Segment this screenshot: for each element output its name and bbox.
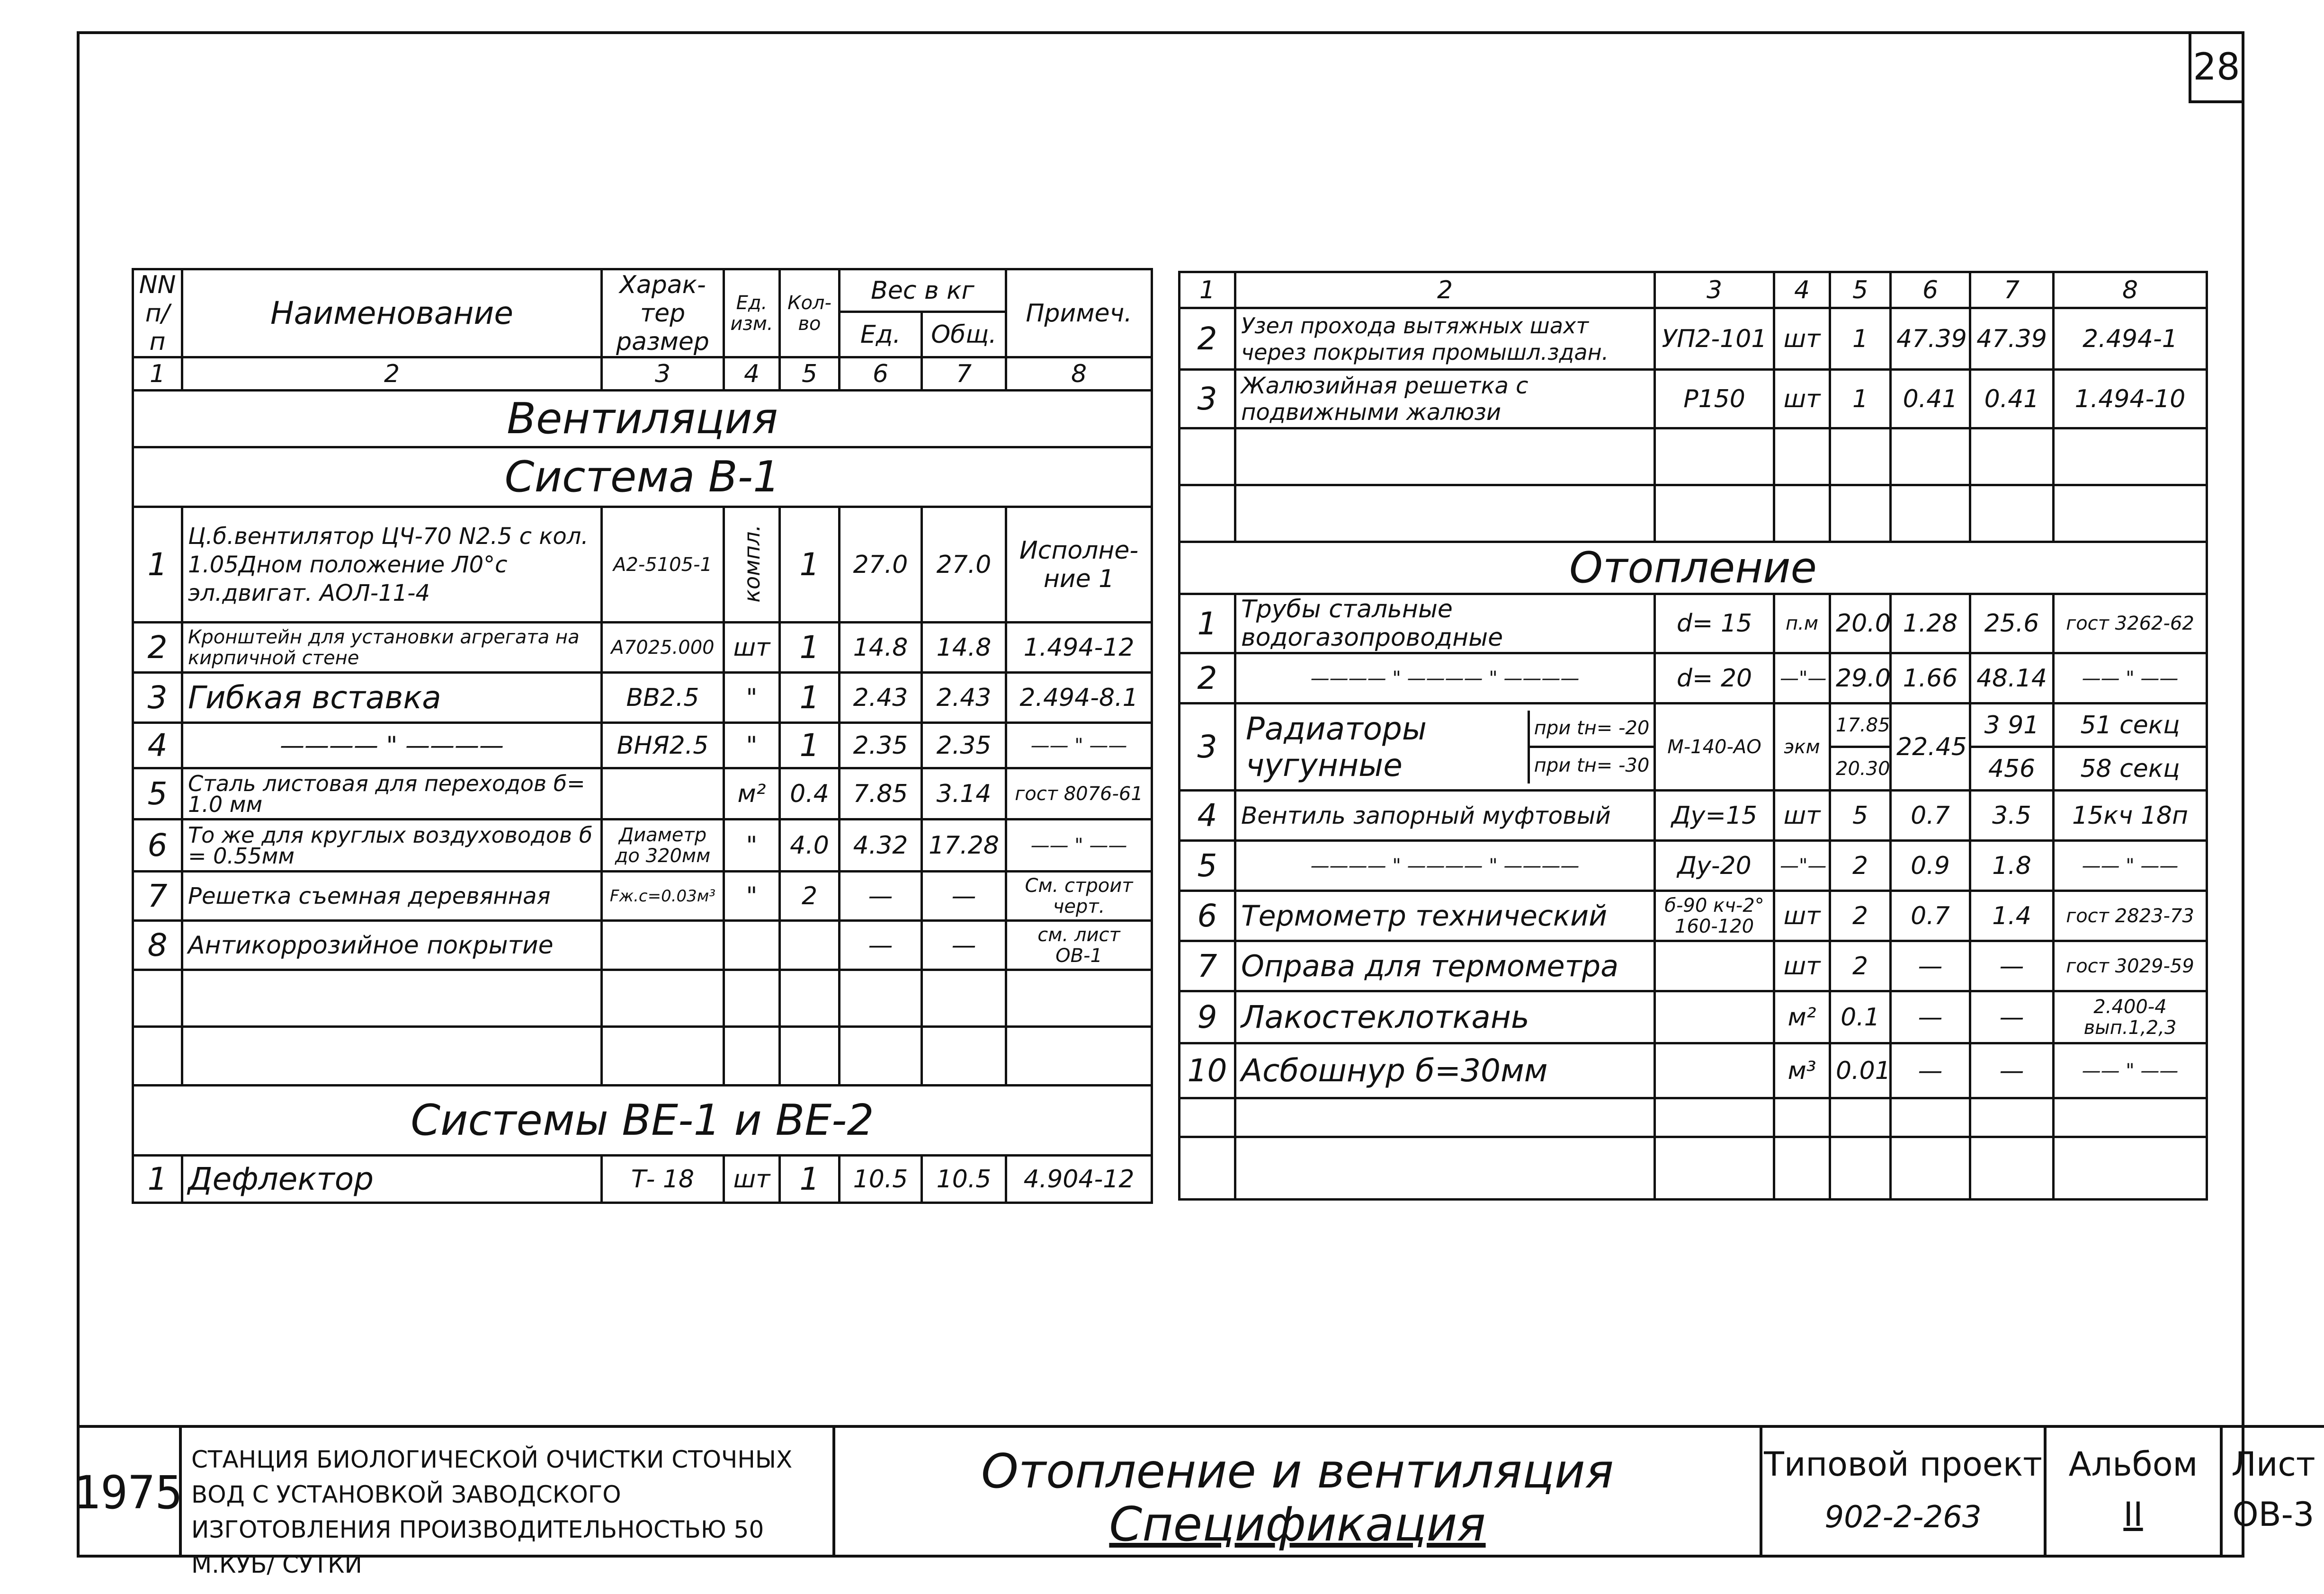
col-number: 4 <box>1774 272 1830 308</box>
empty-row <box>1180 1137 2207 1200</box>
row-name: Решетка съемная деревянная <box>182 872 602 921</box>
col-number: 3 <box>1655 272 1774 308</box>
row-w2: 27.0 <box>922 507 1006 623</box>
row-num: 5 <box>133 768 182 819</box>
header-weight: Вес в кг <box>840 269 1006 312</box>
row-num: 7 <box>1180 941 1235 991</box>
row-num: 6 <box>133 819 182 872</box>
row-note: См. строит черт. <box>1006 872 1152 921</box>
row-name: Узел прохода вытяжных шахт через покрытия промышл.здан. <box>1235 308 1655 370</box>
album-number: II <box>2123 1495 2143 1534</box>
row-name: Оправа для термометра <box>1235 941 1655 991</box>
row-w1: 22.45 <box>1891 703 1970 791</box>
row-w1: 0.9 <box>1891 841 1970 891</box>
row-note: 1.494-10 <box>2054 370 2207 428</box>
row-qty: 20.30 <box>1830 747 1891 791</box>
col-number: 1 <box>1180 272 1235 308</box>
sheet-number: ОВ-3 <box>2232 1495 2315 1534</box>
row-w2: — <box>922 872 1006 921</box>
row-qty <box>780 921 840 970</box>
row-char: Ду=15 <box>1655 791 1774 841</box>
row-w1: 1.66 <box>1891 653 1970 703</box>
row-qty: 1 <box>780 723 840 768</box>
row-note: 2.494-1 <box>2054 308 2207 370</box>
table-row <box>1180 1043 2207 1098</box>
row-name: Термометр технический <box>1235 891 1655 941</box>
col-number: 1 <box>133 357 182 391</box>
row-name: Трубы стальные водогазопроводные <box>1235 594 1655 653</box>
title-block <box>73 1425 2315 1578</box>
table-row <box>133 921 1152 970</box>
album-label: Альбом <box>2068 1445 2198 1484</box>
row-w2: 0.41 <box>1970 370 2054 428</box>
row-note: 4.904-12 <box>1006 1156 1152 1203</box>
table-row <box>1180 370 2207 428</box>
col-number: 2 <box>1235 272 1655 308</box>
col-number: 6 <box>840 357 922 391</box>
empty-row <box>1180 485 2207 542</box>
radiator-name: Радиаторы чугунные <box>1236 711 1530 784</box>
row-qty: 1 <box>1830 370 1891 428</box>
row-unit: м² <box>724 768 780 819</box>
table-row <box>1180 653 2207 703</box>
row-w1: — <box>1891 941 1970 991</box>
row-num: 7 <box>133 872 182 921</box>
row-num: 6 <box>1180 891 1235 941</box>
row-w2: 10.5 <box>922 1156 1006 1203</box>
row-qty: 5 <box>1830 791 1891 841</box>
col-number: 2 <box>182 357 602 391</box>
row-char: Ду-20 <box>1655 841 1774 891</box>
row-qty: 0.4 <box>780 768 840 819</box>
empty-row <box>1180 1098 2207 1137</box>
radiator-cond-2: при tн= -30 <box>1534 755 1650 777</box>
row-unit: шт <box>724 623 780 673</box>
header-num: NN п/п <box>133 269 182 357</box>
row-char: б-90 кч-2° 160-120 <box>1655 891 1774 941</box>
section-title: Вентиляция <box>133 391 1152 447</box>
row-note: —— " —— <box>1006 819 1152 872</box>
row-qty: 2 <box>1830 891 1891 941</box>
row-name: Асбошнур б=30мм <box>1235 1043 1655 1098</box>
row-name: Гибкая вставка <box>182 673 602 723</box>
col-number: 4 <box>724 357 780 391</box>
row-note: гост 3262-62 <box>2054 594 2207 653</box>
table-row <box>133 1156 1152 1203</box>
row-note: 2.400-4 вып.1,2,3 <box>2054 991 2207 1043</box>
row-char: d= 20 <box>1655 653 1774 703</box>
row-note: —— " —— <box>2054 653 2207 703</box>
row-w2: 456 <box>1970 747 2054 791</box>
col-number: 7 <box>1970 272 2054 308</box>
row-name: Вентиль запорный муфтовый <box>1235 791 1655 841</box>
row-w2: — <box>1970 1043 2054 1098</box>
row-w2: 3.14 <box>922 768 1006 819</box>
row-char <box>1655 1043 1774 1098</box>
drawing-title-cell <box>835 1425 1762 1558</box>
row-w2: 1.8 <box>1970 841 2054 891</box>
row-name: Ц.б.вентилятор ЦЧ-70 N2.5 с кол. 1.05Дном положение Л0°с эл.двигат. АОЛ-11-4 <box>182 507 602 623</box>
row-w2: 25.6 <box>1970 594 2054 653</box>
row-w2: 48.14 <box>1970 653 2054 703</box>
row-char <box>1655 941 1774 991</box>
row-w1: 0.41 <box>1891 370 1970 428</box>
row-unit: компл. <box>724 507 780 623</box>
row-w2: 3 91 <box>1970 703 2054 747</box>
row-note: гост 2823-73 <box>2054 891 2207 941</box>
row-w1: 0.7 <box>1891 791 1970 841</box>
empty-row <box>133 1027 1152 1086</box>
row-note: Исполне-ние 1 <box>1006 507 1152 623</box>
row-unit: " <box>724 872 780 921</box>
row-char <box>602 921 724 970</box>
project-cell <box>1762 1425 2047 1558</box>
row-num: 2 <box>1180 653 1235 703</box>
row-num: 3 <box>1180 703 1235 791</box>
right-spec-table <box>1178 271 2208 1201</box>
row-qty: 2 <box>1830 841 1891 891</box>
row-w2: 14.8 <box>922 623 1006 673</box>
row-w2: 2.35 <box>922 723 1006 768</box>
row-num: 10 <box>1180 1043 1235 1098</box>
row-note: гост 3029-59 <box>2054 941 2207 991</box>
header-w-total: Общ. <box>922 312 1006 357</box>
table-row <box>133 723 1152 768</box>
row-w1: 2.35 <box>840 723 922 768</box>
row-w1: 47.39 <box>1891 308 1970 370</box>
row-unit: п.м <box>1774 594 1830 653</box>
page-number: 28 <box>2189 31 2244 103</box>
row-char: d= 15 <box>1655 594 1774 653</box>
table-row <box>1180 891 2207 941</box>
row-qty: 0.1 <box>1830 991 1891 1043</box>
row-w2: — <box>922 921 1006 970</box>
table-row <box>133 768 1152 819</box>
row-char: Р150 <box>1655 370 1774 428</box>
drawing-title-line1: Отопление и вентиляция <box>981 1443 1614 1499</box>
row-name: Сталь листовая для переходов б= 1.0 мм <box>182 768 602 819</box>
row-name <box>1235 703 1655 791</box>
row-note: —— " —— <box>2054 1043 2207 1098</box>
row-num: 1 <box>133 507 182 623</box>
table-row <box>1180 991 2207 1043</box>
row-unit: м³ <box>1774 1043 1830 1098</box>
row-unit: шт <box>724 1156 780 1203</box>
row-note: 2.494-8.1 <box>1006 673 1152 723</box>
row-qty: 2 <box>780 872 840 921</box>
row-num: 3 <box>133 673 182 723</box>
row-name: То же для круглых воздуховодов б = 0.55мм <box>182 819 602 872</box>
station-cell <box>182 1425 835 1578</box>
row-qty: 1 <box>780 673 840 723</box>
row-num: 5 <box>1180 841 1235 891</box>
row-num: 9 <box>1180 991 1235 1043</box>
row-unit: шт <box>1774 791 1830 841</box>
row-w2: — <box>1970 941 2054 991</box>
row-note: —— " —— <box>1006 723 1152 768</box>
row-qty: 20.0 <box>1830 594 1891 653</box>
header-char: Харак-тер размер <box>602 269 724 357</box>
row-w1: 0.7 <box>1891 891 1970 941</box>
row-unit: " <box>724 819 780 872</box>
row-num: 4 <box>1180 791 1235 841</box>
row-w2: — <box>1970 991 2054 1043</box>
header-w-unit: Ед. <box>840 312 922 357</box>
empty-row <box>133 970 1152 1027</box>
row-char: Т- 18 <box>602 1156 724 1203</box>
row-qty: 1 <box>780 623 840 673</box>
row-note: гост 8076-61 <box>1006 768 1152 819</box>
header-name: Наименование <box>182 269 602 357</box>
table-row <box>1180 308 2207 370</box>
row-w1: 10.5 <box>840 1156 922 1203</box>
drawing-title-line2: Спецификация <box>1109 1496 1486 1552</box>
row-note: —— " —— <box>2054 841 2207 891</box>
row-w2: 2.43 <box>922 673 1006 723</box>
table-row <box>133 819 1152 872</box>
row-char: М-140-АО <box>1655 703 1774 791</box>
row-name: Лакостеклоткань <box>1235 991 1655 1043</box>
row-unit <box>724 921 780 970</box>
row-unit: шт <box>1774 941 1830 991</box>
table-row <box>133 673 1152 723</box>
row-char <box>1655 991 1774 1043</box>
row-unit: шт <box>1774 308 1830 370</box>
col-number: 3 <box>602 357 724 391</box>
row-char: А7025.000 <box>602 623 724 673</box>
album-cell <box>2047 1425 2223 1558</box>
row-num: 1 <box>1180 594 1235 653</box>
col-number: 8 <box>1006 357 1152 391</box>
row-w1: 14.8 <box>840 623 922 673</box>
sheet-label: Лист <box>2231 1445 2315 1484</box>
station-text: СТАНЦИЯ БИОЛОГИЧЕСКОЙ ОЧИСТКИ СТОЧНЫХ ВОД С УСТАНОВКОЙ ЗАВОДСКОГО ИЗГОТОВЛЕНИЯ ПРОИЗВОДИТЕЛЬНОСТЬЮ 50 М.КУБ/ СУТКИ <box>191 1446 793 1578</box>
row-name: ———— " ———— " ———— <box>1235 841 1655 891</box>
row-num: 4 <box>133 723 182 768</box>
project-label: Типовой проект <box>1764 1445 2042 1484</box>
project-number: 902-2-263 <box>1824 1500 1982 1535</box>
row-unit: шт <box>1774 891 1830 941</box>
row-qty: 1 <box>780 1156 840 1203</box>
row-note: 1.494-12 <box>1006 623 1152 673</box>
row-unit: шт <box>1774 370 1830 428</box>
row-w1: — <box>840 921 922 970</box>
year-cell <box>73 1425 183 1558</box>
row-w1: — <box>1891 1043 1970 1098</box>
table-row <box>1180 841 2207 891</box>
row-qty: 2 <box>1830 941 1891 991</box>
empty-row <box>1180 428 2207 485</box>
col-number: 5 <box>780 357 840 391</box>
row-unit: м² <box>1774 991 1830 1043</box>
row-w1: — <box>1891 991 1970 1043</box>
row-num: 2 <box>133 623 182 673</box>
row-note: 58 секц <box>2054 747 2207 791</box>
row-unit: экм <box>1774 703 1830 791</box>
row-char: А2-5105-1 <box>602 507 724 623</box>
row-num: 1 <box>133 1156 182 1203</box>
subsection-title: Система В-1 <box>133 447 1152 507</box>
row-name: Антикоррозийное покрытие <box>182 921 602 970</box>
table-row <box>1180 703 2207 747</box>
row-name: ———— " ———— <box>182 723 602 768</box>
row-unit: " <box>724 723 780 768</box>
row-w1: — <box>840 872 922 921</box>
row-num: 3 <box>1180 370 1235 428</box>
left-spec-table <box>132 268 1153 1204</box>
row-char: ВНЯ2.5 <box>602 723 724 768</box>
table-row <box>133 872 1152 921</box>
row-char: ВВ2.5 <box>602 673 724 723</box>
row-unit: —"— <box>1774 653 1830 703</box>
row-w1: 1.28 <box>1891 594 1970 653</box>
table-row <box>1180 791 2207 841</box>
row-qty: 4.0 <box>780 819 840 872</box>
row-w1: 7.85 <box>840 768 922 819</box>
sheet-cell <box>2223 1425 2324 1558</box>
table-row <box>133 507 1152 623</box>
row-qty: 1 <box>780 507 840 623</box>
col-number: 6 <box>1891 272 1970 308</box>
col-number: 7 <box>922 357 1006 391</box>
row-name: Кронштейн для установки агрегата на кирпичной стене <box>182 623 602 673</box>
row-note: см. лист ОВ-1 <box>1006 921 1152 970</box>
row-char <box>602 768 724 819</box>
header-unit: Ед. изм. <box>724 269 780 357</box>
col-number: 8 <box>2054 272 2207 308</box>
col-number: 5 <box>1830 272 1891 308</box>
section-title: Отопление <box>1180 542 2207 594</box>
row-w2: 17.28 <box>922 819 1006 872</box>
table-row <box>1180 941 2207 991</box>
row-note: 51 секц <box>2054 703 2207 747</box>
year: 1975 <box>73 1466 183 1519</box>
row-num: 8 <box>133 921 182 970</box>
radiator-cond-1: при tн= -20 <box>1530 711 1654 748</box>
row-w1: 4.32 <box>840 819 922 872</box>
row-qty: 29.0 <box>1830 653 1891 703</box>
row-char: Диаметр до 320мм <box>602 819 724 872</box>
subsection-title: Системы ВЕ-1 и ВЕ-2 <box>133 1086 1152 1156</box>
row-w2: 3.5 <box>1970 791 2054 841</box>
row-qty: 0.01 <box>1830 1043 1891 1098</box>
row-w2: 47.39 <box>1970 308 2054 370</box>
row-qty: 17.85 <box>1830 703 1891 747</box>
row-char: Fж.с=0.03м³ <box>602 872 724 921</box>
row-w2: 1.4 <box>1970 891 2054 941</box>
row-name: Дефлектор <box>182 1156 602 1203</box>
table-row <box>133 623 1152 673</box>
row-unit: " <box>724 673 780 723</box>
row-name: Жалюзийная решетка с подвижными жалюзи <box>1235 370 1655 428</box>
table-row <box>1180 594 2207 653</box>
row-char: УП2-101 <box>1655 308 1774 370</box>
row-unit: —"— <box>1774 841 1830 891</box>
row-w1: 27.0 <box>840 507 922 623</box>
header-qty: Кол-во <box>780 269 840 357</box>
row-note: 15кч 18п <box>2054 791 2207 841</box>
row-num: 2 <box>1180 308 1235 370</box>
row-name: ———— " ———— " ———— <box>1235 653 1655 703</box>
header-note: Примеч. <box>1006 269 1152 357</box>
row-qty: 1 <box>1830 308 1891 370</box>
row-w1: 2.43 <box>840 673 922 723</box>
